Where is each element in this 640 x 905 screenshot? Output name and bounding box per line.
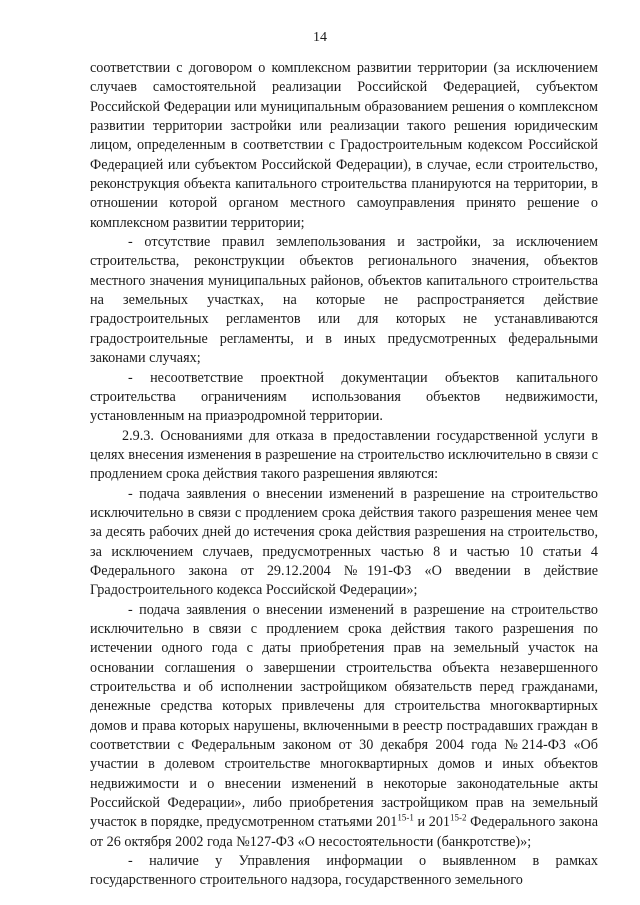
list-item-expired-land-rights [90, 601, 598, 852]
list-item-late-application: - подача заявления о внесении изменений в разрешение на строительство исключительно в связи с продлением срока действия такого разрешения менее чем за десять рабочих дней до истечения срока действия разрешения на строительство, за исключением случаев, предусмотренных частью 8 и частью 10 статьи 4 Федерального закона от 29.12.2004 №191-ФЗ «О введении в действие Градостроительного кодекса Российской Федерации»; [90, 485, 598, 599]
list-item-expired-land-rights-text: - подача заявления о внесении изменений в разрешение на строительство исключительно в связи с продлением срока действия такого разрешения по истечении одного года с даты приобретения прав на земельный участок на основании соглашения о завершении строительства объекта незавершенного строительства и об исполнении застройщиком обязательств перед гражданами, денежные средства которых привлечены для строительства многоквартирных домов и права которых нарушены, включенными в реестр пострадавших граждан в соответствии с Федеральным законом от 30 декабря 2004 года №214-ФЗ «Об участии в долевом строительстве многоквартирных домов и иных объектов недвижимости и о внесении изменений в некоторые законодательные акты Российской Федерации», либо приобретения застройщиком прав на земельный участок в порядке, предусмотренном статьями 201 [90, 601, 598, 831]
page-number: 14 [313, 30, 327, 45]
text-bankruptcy-law: Федерального закона от 26 октября 2002 года №127-ФЗ «О несостоятельности (банкротстве)»; [90, 814, 599, 850]
superscript-15-1: 15-1 [397, 812, 414, 823]
superscript-15-2: 15-2 [450, 812, 467, 823]
section-2-9-3: 2.9.3. Основаниями для отказа в предоставлении государственной услуги в целях внесения изменения в разрешение на строительство исключительно в связи с продлением срока действия такого разрешения являются: [90, 427, 598, 483]
text-and-201: и 201 [413, 814, 451, 831]
list-item-airfield-restrictions: - несоответствие проектной документации объектов капитального строительства ограничениям использования объектов недвижимости, установленным на приаэродромной территории. [90, 369, 598, 425]
document-body [90, 59, 598, 891]
list-item-supervision-info: - наличие у Управления информации о выявленном в рамках государственного строительного надзора, государственного земельного [90, 853, 598, 889]
paragraph-continuation: соответствии с договором о комплексном развитии территории (за исключением случаев самостоятельной реализации Российской Федерацией, субъектом Российской Федерации или муниципальным образованием решения о комплексном развитии территории застройки или реализации такого решения юридическим лицом, определенным в соответствии с Градостроительным кодексом Российской Федерацией или субъектом Российской Федерации), в случае, если строительство, реконструкция объекта капитального строительства планируются на территории, в отношении которой органом местного самоуправления принято решение о комплексном развитии территории; [90, 60, 598, 231]
list-item-no-zoning-rules: - отсутствие правил землепользования и застройки, за исключением строительства, реконструкции объектов регионального значения, объектов местного значения муниципальных районов, объектов капитального строительства на земельных участках, на которые не распространяется действие градостроительных регламентов или для которых не устанавливаются градостроительные регламенты, и в иных предусмотренных федеральными законами случаях; [90, 234, 598, 367]
